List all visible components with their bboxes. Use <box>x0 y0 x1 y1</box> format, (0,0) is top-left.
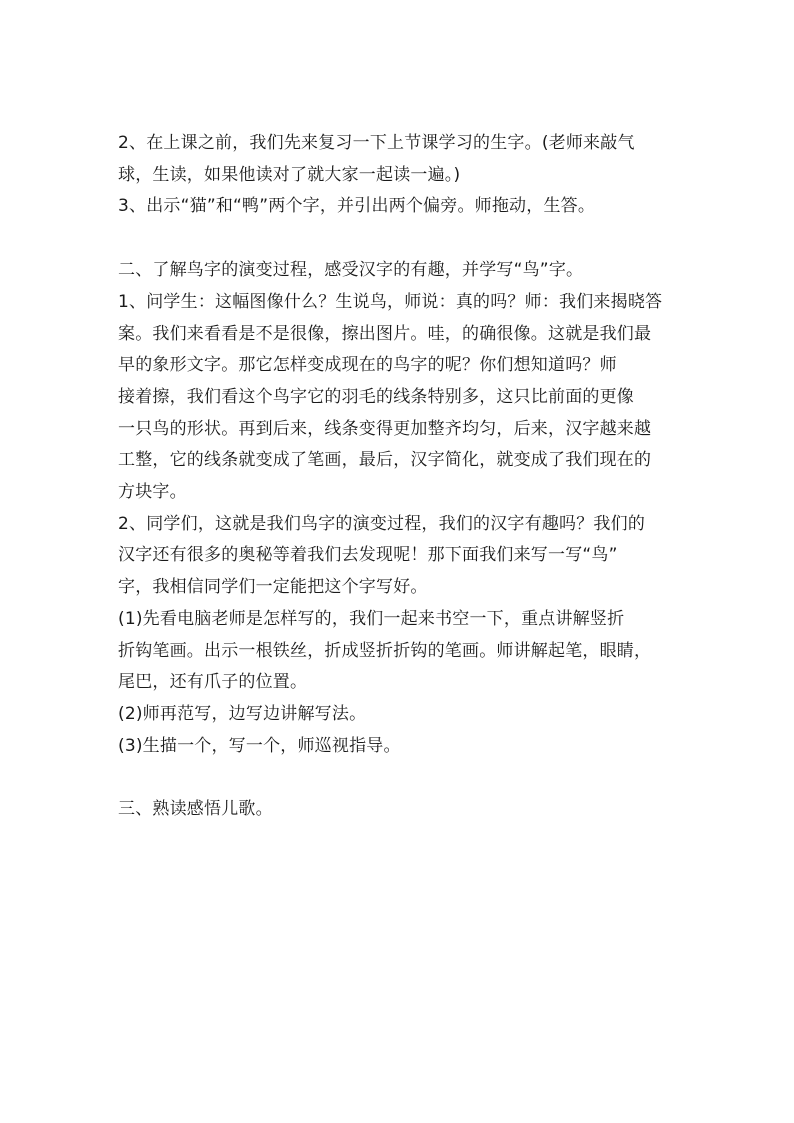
substep-two-line: (2)师再范写，边写边讲解写法。 <box>118 703 367 724</box>
evolution-para-line-4: 接着擦，我们看这个鸟字它的羽毛的线条特别多，这只比前面的更像 <box>118 386 634 407</box>
section-two-heading: 二、了解鸟字的演变过程，感受汉字的有趣，并学写“鸟”字。 <box>118 260 584 281</box>
paragraph-gap <box>118 762 683 794</box>
document-body <box>118 128 683 826</box>
paragraph-gap <box>118 223 683 255</box>
substep-three-line: (3)生描一个，写一个，师巡视指导。 <box>118 735 401 756</box>
writing-para-line-3: 字，我相信同学们一定能把这个字写好。 <box>118 577 428 598</box>
review-step-line-1: 2、在上课之前，我们先来复习一下上节课学习的生字。(老师来敲气 <box>118 133 635 153</box>
radicals-step-line: 3、出示“猫”和“鸭”两个字，并引出两个偏旁。师拖动，生答。 <box>118 196 596 217</box>
evolution-para-line-5: 一只鸟的形状。再到后来，线条变得更加整齐均匀，后来，汉字越来越 <box>118 418 652 439</box>
writing-para-line-1: 2、同学们，这就是我们鸟字的演变过程，我们的汉字有趣吗？我们的 <box>118 513 646 534</box>
evolution-para-line-3: 早的象形文字。那它怎样变成现在的鸟字的呢？你们想知道吗？师 <box>118 355 617 376</box>
evolution-para-line-2: 案。我们来看看是不是很像，擦出图片。哇，的确很像。这就是我们最 <box>118 323 652 344</box>
review-step-line-2: 球，生读，如果他读对了就大家一起读一遍。) <box>118 164 461 185</box>
evolution-para-line-6: 工整，它的线条就变成了笔画，最后，汉字简化，就变成了我们现在的 <box>118 450 652 471</box>
writing-para-line-2: 汉字还有很多的奥秘等着我们去发现呢！那下面我们来写一写“鸟” <box>118 545 618 566</box>
evolution-para-line-1: 1、问学生：这幅图像什么？生说鸟，师说：真的吗？师：我们来揭晓答 <box>118 291 663 312</box>
section-three-heading: 三、熟读感悟儿歌。 <box>118 799 273 820</box>
evolution-para-line-7: 方块字。 <box>118 482 187 503</box>
substep-one-line-2: 折钩笔画。出示一根铁丝，折成竖折折钩的笔画。师讲解起笔，眼睛， <box>118 640 652 661</box>
substep-one-line-3: 尾巴，还有爪子的位置。 <box>118 672 308 693</box>
substep-one-line-1: (1)先看电脑老师是怎样写的，我们一起来书空一下，重点讲解竖折 <box>118 608 625 629</box>
